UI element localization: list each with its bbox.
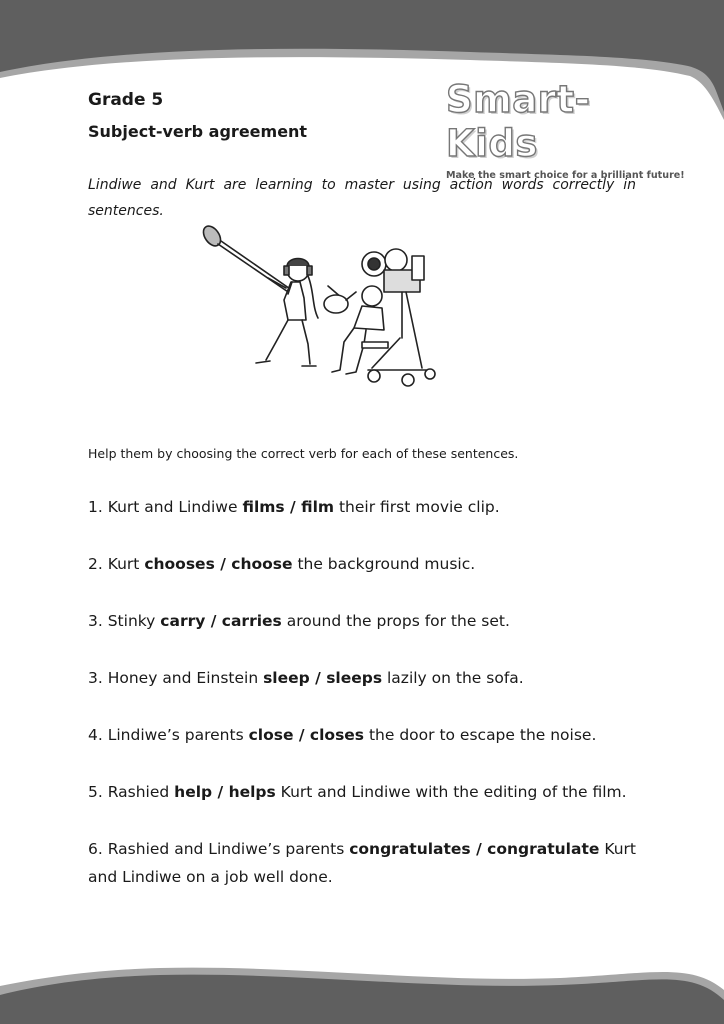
logo-wordmark: Smart-Kids <box>446 78 591 165</box>
verb-choice: carry / carries <box>160 612 282 630</box>
verb-choice: close / closes <box>248 726 365 744</box>
instruction-text: Help them by choosing the correct verb for each of these sentences. <box>88 446 519 461</box>
question-item: 3. Stinky carry / carries around the props for the set. <box>88 612 510 630</box>
verb-choice: sleep / sleeps <box>263 669 383 687</box>
verb-choice: chooses / choose <box>144 555 293 573</box>
question-item: 3. Honey and Einstein sleep / sleeps lazily on the sofa. <box>88 669 524 687</box>
intro-text: Lindiwe and Kurt are learning to master using action words correctly in sentences. <box>88 177 636 219</box>
smart-kids-logo <box>446 78 685 181</box>
verb-choice: congratulates / congratulate <box>349 840 600 858</box>
verb-choice: films / film <box>242 498 335 516</box>
logo-tagline: Make the smart choice for a brilliant future! <box>446 170 685 181</box>
question-item: 6. Rashied and Lindiwe’s parents congratulates / congratulate Kurt and Lindiwe on a job well done. <box>88 840 636 886</box>
filmmaking-kids-illustration-icon <box>196 220 446 395</box>
question-item: 4. Lindiwe’s parents close / closes the door to escape the noise. <box>88 726 597 744</box>
verb-choice: help / helps <box>174 783 276 801</box>
question-item: 5. Rashied help / helps Kurt and Lindiwe with the editing of the film. <box>88 783 627 801</box>
question-item: 1. Kurt and Lindiwe films / film their first movie clip. <box>88 498 500 516</box>
question-item: 2. Kurt chooses / choose the background music. <box>88 555 476 573</box>
grade-label: Grade 5 <box>88 90 164 110</box>
worksheet-title: Subject-verb agreement <box>88 122 308 141</box>
